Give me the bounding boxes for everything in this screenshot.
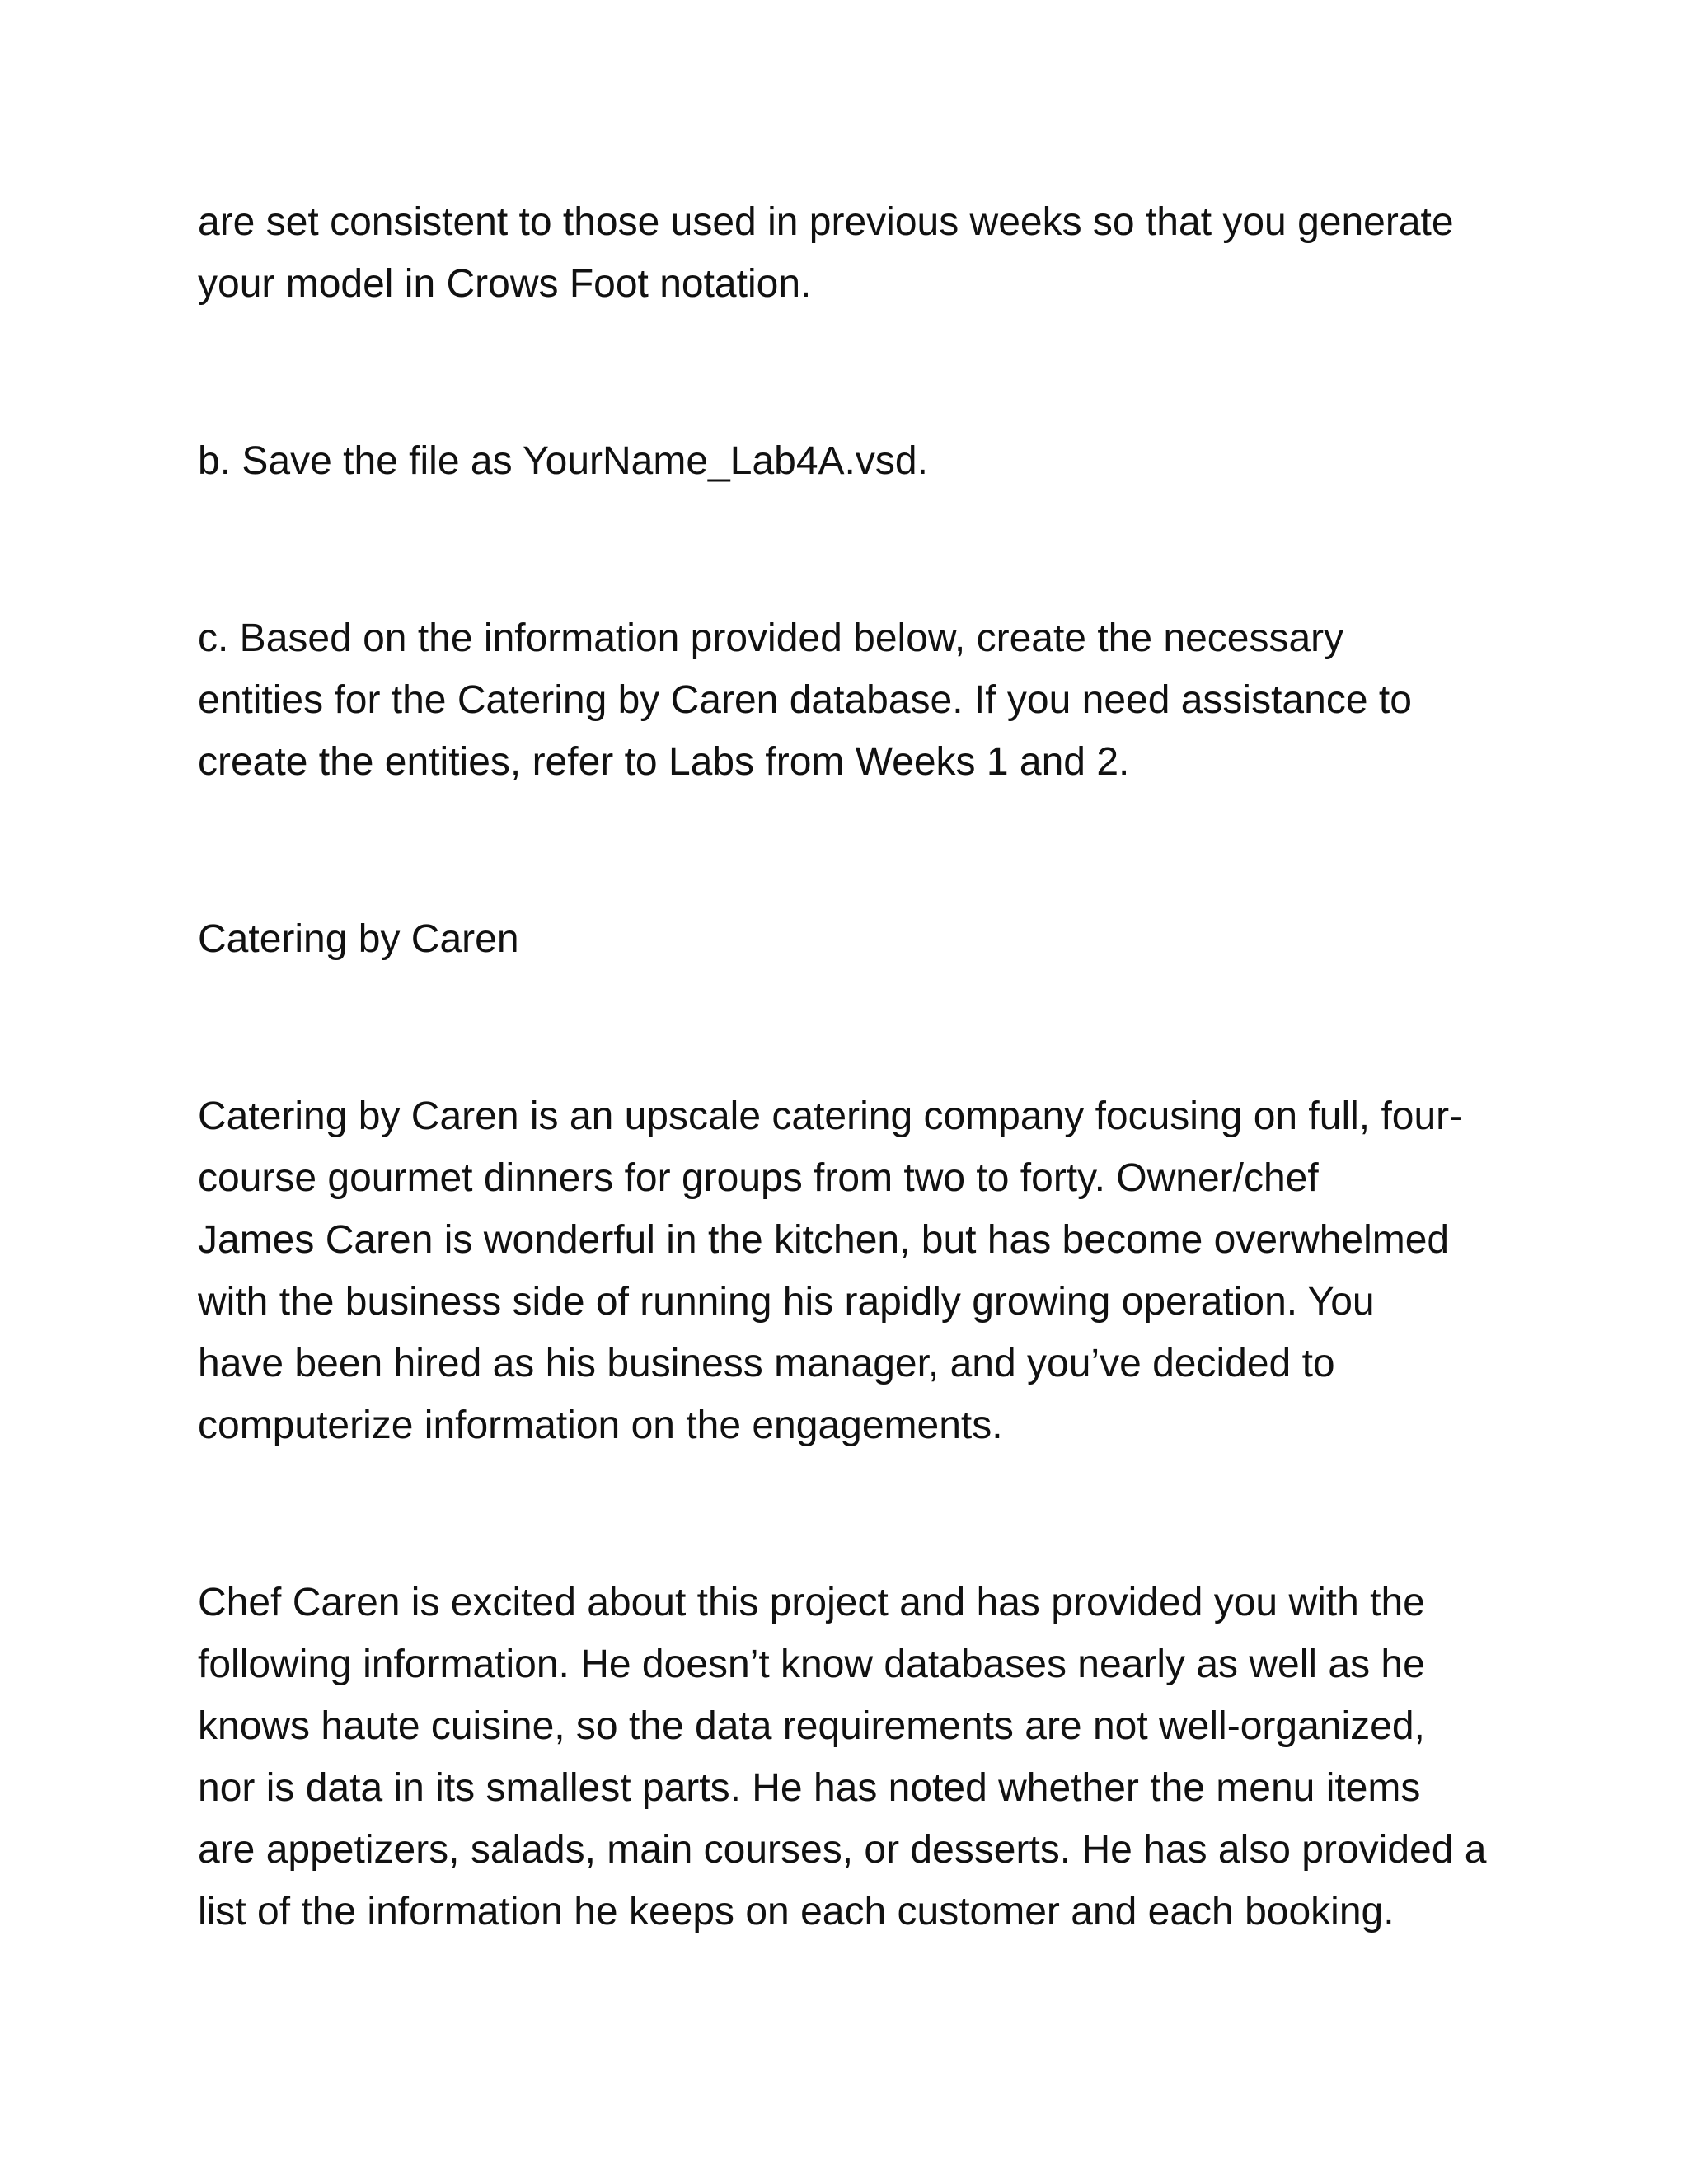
paragraph-spacer [198, 793, 1500, 908]
document-body [198, 191, 1500, 1943]
paragraph-spacer [198, 1456, 1500, 1572]
paragraph-crows-foot-notation: are set consistent to those used in previous weeks so that you generate your model in Crows Foot notation. [198, 200, 1454, 306]
paragraph-chef-information: Chef Caren is excited about this project and has provided you with the following information. He doesn’t know databases nearly as well as he knows haute cuisine, so the data requirements are not well-organized, nor is data in its smallest parts. He has noted whether the menu items are appetizers, salads, main courses, or desserts. He has also provided a list of the information he keeps on each customer and each booking. [198, 1581, 1487, 1933]
paragraph-create-entities-instruction: c. Based on the information provided below, create the necessary entities for the Catering by Caren database. If you need assistance to create the entities, refer to Labs from Weeks 1 and 2. [198, 616, 1412, 784]
paragraph-spacer [198, 315, 1500, 430]
paragraph-spacer [198, 970, 1500, 1085]
paragraph-company-description: Catering by Caren is an upscale catering company focusing on full, four- course gourmet dinners for groups from two to forty. Owner/chef James Caren is wonderful in the kitchen, but has become overwhelmed with the business side of running his rapidly growing operation. You have been hired as his business manager, and you’ve decided to computerize information on the engagements. [198, 1094, 1463, 1447]
section-title-catering-by-caren: Catering by Caren [198, 917, 519, 961]
paragraph-save-file-instruction: b. Save the file as YourName_Lab4A.vsd. [198, 439, 928, 483]
paragraph-spacer [198, 492, 1500, 607]
